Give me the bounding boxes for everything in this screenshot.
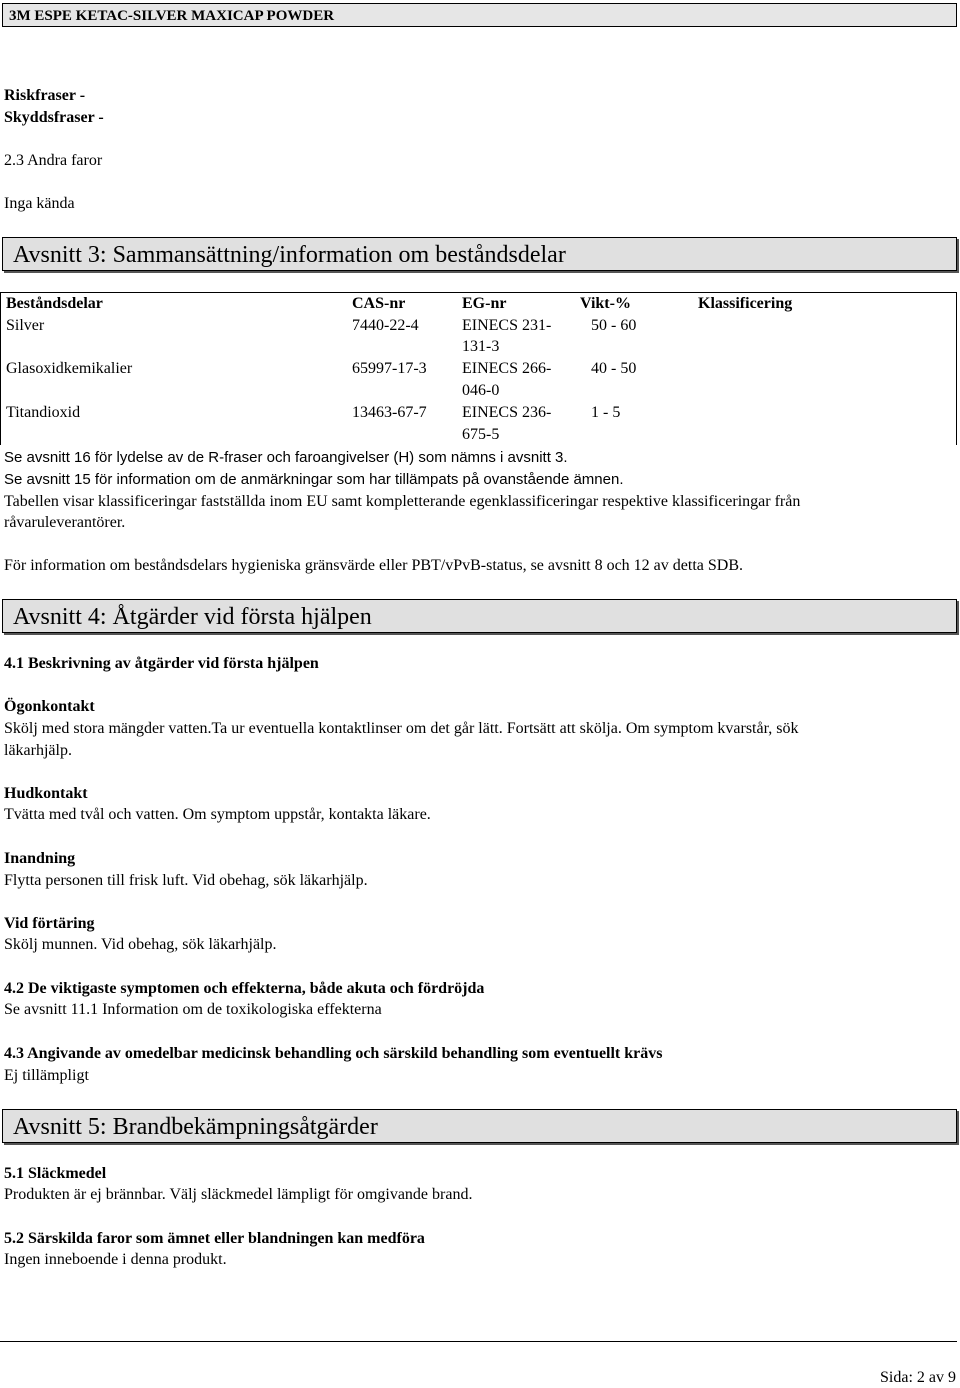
weight-percent: 1 - 5 [591,404,621,421]
ec-number: EINECS 231- [462,317,552,334]
note-classification-line1: Tabellen visar klassificeringar fastställda inom EU samt kompletterande egenklassificeringar respektive klassificeringar från [4,493,801,510]
ingestion-text: Skölj munnen. Vid obehag, sök läkarhjälp. [4,936,277,953]
ec-number: EINECS 236- [462,404,552,421]
column-header-ec: EG-nr [462,295,507,312]
subsection-5-1-heading: 5.1 Släckmedel [4,1165,107,1182]
skin-contact-heading: Hudkontakt [4,785,88,802]
ec-number: EINECS 266- [462,360,552,377]
document-header [2,3,957,27]
eye-contact-text-line2: läkarhjälp. [4,742,72,759]
subsection-5-1-text: Produkten är ej brännbar. Välj släckmedel lämpligt för omgivande brand. [4,1186,473,1203]
subsection-4-2-text: Se avsnitt 11.1 Information om de toxikologiska effekterna [4,1001,382,1018]
note-classification-line2: råvaruleverantörer. [4,514,126,531]
ec-number-cont: 675-5 [462,426,500,443]
ingredient-name: Glasoxidkemikalier [6,360,133,377]
note-section-15: Se avsnitt 15 för information om de anmärkningar som har tillämpats på ovanstående ämnen. [4,471,624,488]
other-hazards-heading: 2.3 Andra faror [4,152,103,169]
column-header-weight: Vikt-% [580,295,631,312]
section-3-title: Avsnitt 3: Sammansättning/information om beståndsdelar [13,242,566,268]
note-exposure-limits: För information om beståndsdelars hygieniska gränsvärde eller PBT/vPvB-status, se avsnitt 8 och 12 av detta SDB. [4,557,743,574]
ec-number-cont: 131-3 [462,338,500,355]
cas-number: 13463-67-7 [352,404,427,421]
page-number: Sida: 2 av 9 [880,1369,956,1386]
other-hazards-text: Inga kända [4,195,75,212]
footer-divider [0,1341,957,1342]
subsection-5-2-text: Ingen inneboende i denna produkt. [4,1251,227,1268]
eye-contact-heading: Ögonkontakt [4,698,95,715]
product-title: 3M ESPE KETAC-SILVER MAXICAP POWDER [9,8,335,24]
subsection-4-3-heading: 4.3 Angivande av omedelbar medicinsk behandling och särskild behandling som eventuellt krävs [4,1045,663,1062]
inhalation-text: Flytta personen till frisk luft. Vid obehag, sök läkarhjälp. [4,872,368,889]
table-right-border [956,292,957,445]
ingestion-heading: Vid förtäring [4,915,95,932]
subsection-4-2-heading: 4.2 De viktigaste symptomen och effekterna, både akuta och fördröjda [4,980,485,997]
subsection-4-1-heading: 4.1 Beskrivning av åtgärder vid första hjälpen [4,655,319,672]
section-4-title: Avsnitt 4: Åtgärder vid första hjälpen [13,604,372,630]
column-header-cas: CAS-nr [352,295,406,312]
section-5-heading-box [2,1109,957,1143]
subsection-5-2-heading: 5.2 Särskilda faror som ämnet eller blandningen kan medföra [4,1230,425,1247]
ingredient-name: Silver [6,317,45,334]
cas-number: 7440-22-4 [352,317,419,334]
weight-percent: 50 - 60 [591,317,637,334]
cas-number: 65997-17-3 [352,360,427,377]
column-header-classification: Klassificering [698,295,793,312]
weight-percent: 40 - 50 [591,360,637,377]
ec-number-cont: 046-0 [462,382,500,399]
eye-contact-text-line1: Skölj med stora mängder vatten.Ta ur eventuella kontaktlinser om det går lätt. Fortsätt att skölja. Om symptom kvarstår, sök [4,720,799,737]
section-3-heading-box [2,237,957,271]
column-header-ingredient: Beståndsdelar [6,295,103,312]
section-5-title: Avsnitt 5: Brandbekämpningsåtgärder [13,1114,378,1140]
note-r-phrases: Se avsnitt 16 för lydelse av de R-fraser och faroangivelser (H) som nämns i avsnitt 3. [4,449,568,466]
risk-phrases-label: Riskfraser - [4,87,86,104]
table-left-border [0,292,1,445]
ingredient-name: Titandioxid [6,404,81,421]
table-top-border [0,292,957,293]
subsection-4-3-text: Ej tillämpligt [4,1067,89,1084]
section-4-heading-box [2,599,957,633]
skin-contact-text: Tvätta med tvål och vatten. Om symptom uppstår, kontakta läkare. [4,806,431,823]
safety-phrases-label: Skyddsfraser - [4,109,104,126]
inhalation-heading: Inandning [4,850,76,867]
